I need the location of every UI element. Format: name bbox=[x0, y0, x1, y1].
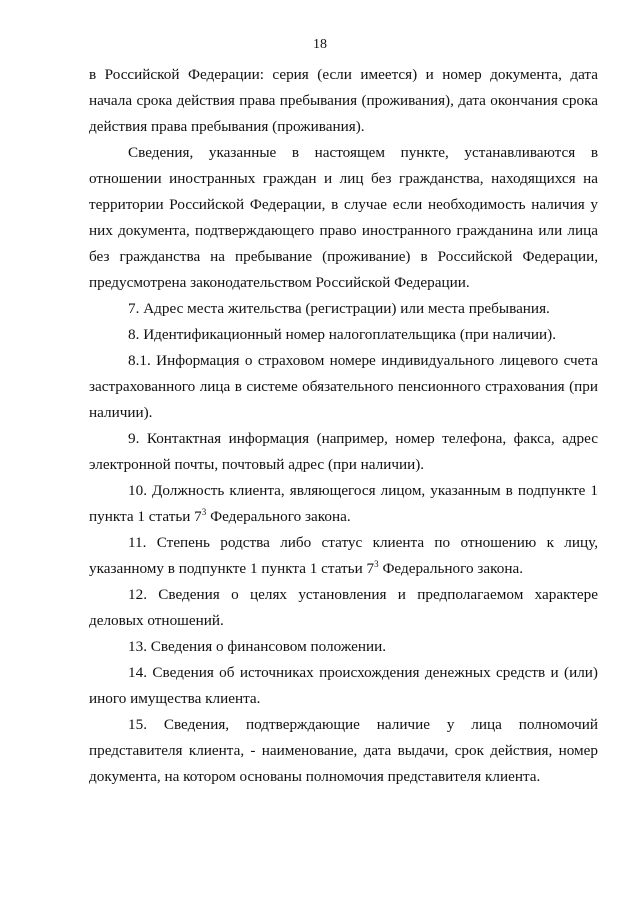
paragraph-continuation: в Российской Федерации: серия (если имеется) и номер документа, дата начала срока действия права пребывания (проживания), дата окончания срока действия права пребывания (проживания). bbox=[89, 66, 598, 135]
superscript: 3 bbox=[374, 559, 379, 569]
paragraph-item-11-text: 11. Степень родства либо статус клиента по отношению к лицу, указанному в подпункте 1 пункта 1 статьи 7 bbox=[89, 534, 598, 577]
paragraph-item-7: 7. Адрес места жительства (регистрации) или места пребывания. bbox=[128, 300, 550, 317]
paragraph-item-8: 8. Идентификационный номер налогоплательщика (при наличии). bbox=[128, 326, 557, 343]
paragraph-item-10-text: 10. Должность клиента, являющегося лицом, указанным в подпункте 1 пункта 1 статьи 7 bbox=[89, 482, 598, 525]
page-number: 18 bbox=[313, 37, 327, 52]
paragraph-item-12: 12. Сведения о целях установления и предполагаемом характере деловых отношений. bbox=[89, 586, 598, 629]
paragraph-item-15: 15. Сведения, подтверждающие наличие у лица полномочий представителя клиента, - наименование, дата выдачи, срок действия, номер документа, на котором основаны полномочия представителя клиента. bbox=[89, 716, 598, 785]
paragraph-item-13: 13. Сведения о финансовом положении. bbox=[128, 638, 387, 655]
paragraph-item-10 bbox=[89, 478, 598, 530]
paragraph-item-9: 9. Контактная информация (например, номер телефона, факса, адрес электронной почты, почтовый адрес (при наличии). bbox=[89, 430, 598, 473]
superscript: 3 bbox=[201, 507, 207, 517]
paragraph-item-11 bbox=[89, 530, 598, 582]
paragraph-foreign-citizens-note: Сведения, указанные в настоящем пункте, устанавливаются в отношении иностранных граждан и лиц без гражданства, находящихся на территории Российской Федерации, в случае если необходимость наличия у них документа, подтверждающего право иностранного гражданина или лица без гражданства на пребывание (проживание) в Российской Федерации, предусмотрена законодательством Российской Федерации. bbox=[89, 144, 598, 291]
paragraph-item-11-tail: Федерального закона. bbox=[378, 560, 523, 577]
paragraph-item-8-1: 8.1. Информация о страховом номере индивидуального лицевого счета застрахованного лица в системе обязательного пенсионного страхования (при наличии). bbox=[89, 352, 598, 421]
paragraph-item-10-tail: Федерального закона. bbox=[206, 508, 351, 525]
document-body bbox=[89, 62, 598, 790]
paragraph-item-14: 14. Сведения об источниках происхождения денежных средств и (или) иного имущества клиента. bbox=[89, 664, 598, 707]
